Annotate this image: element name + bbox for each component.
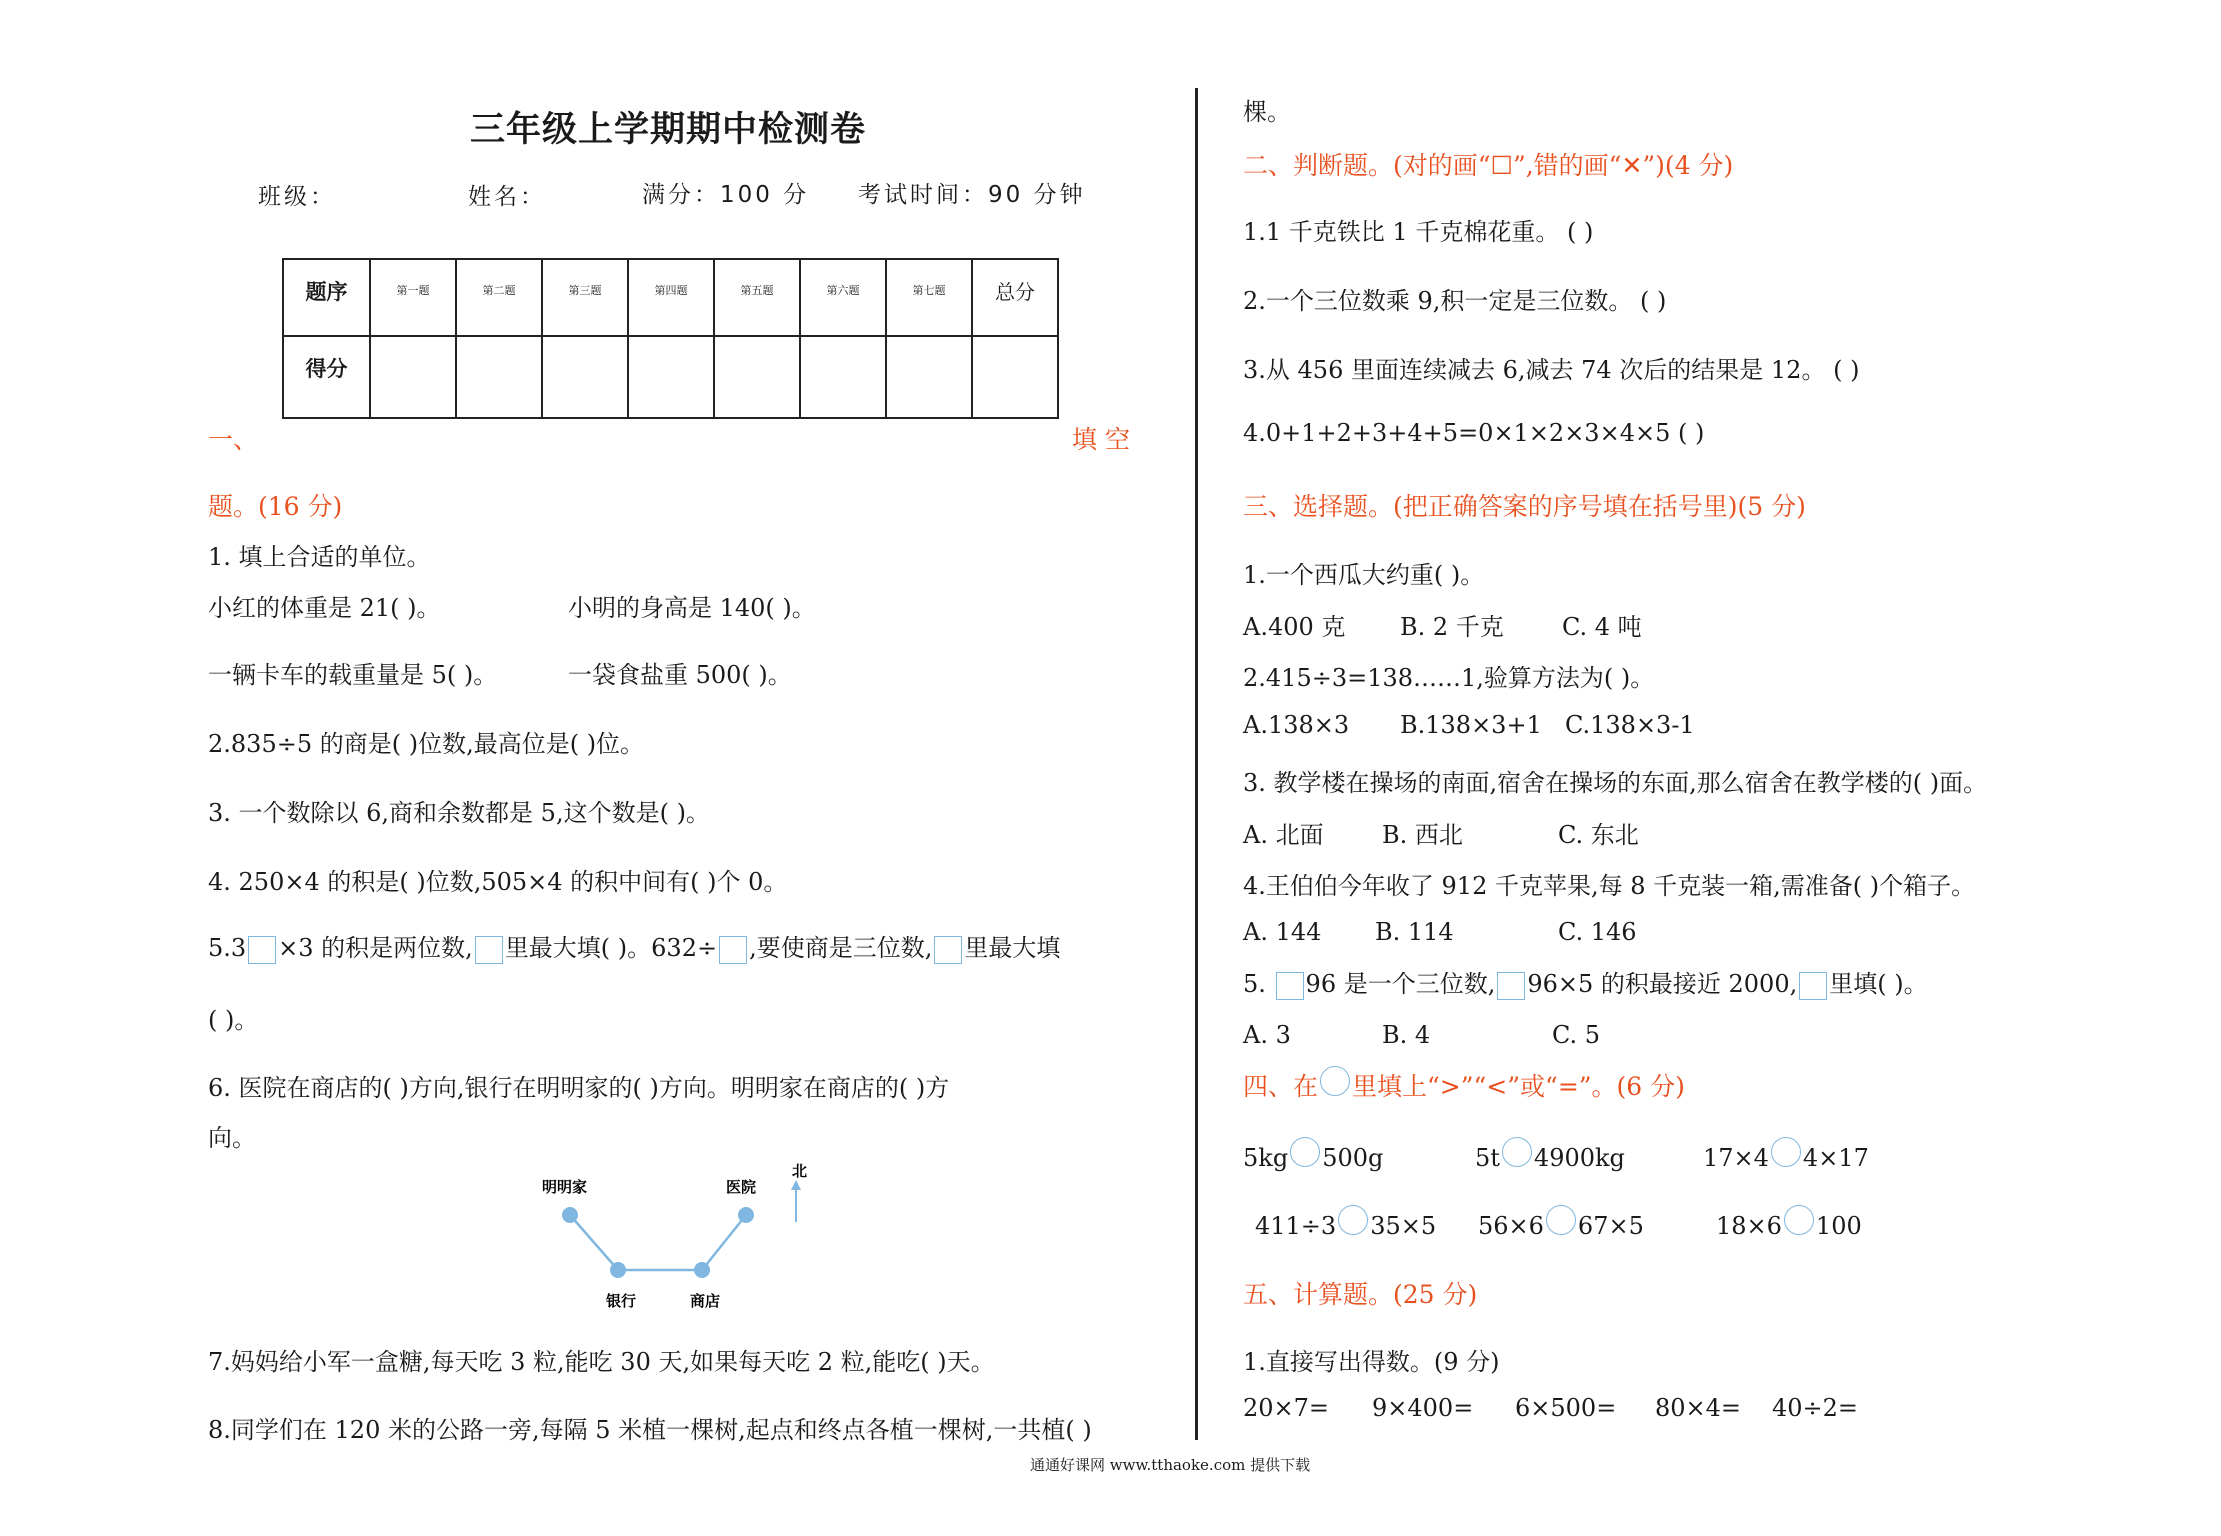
full-score-label: 满分：100 分 — [642, 182, 810, 208]
s4-item — [1475, 1144, 1625, 1175]
answer-box[interactable] — [1276, 972, 1304, 1000]
s4-left: 5kg — [1243, 1144, 1289, 1172]
north-arrow-head-icon — [791, 1180, 801, 1190]
s3-q2-opt-b: B.138×3+1 — [1400, 711, 1542, 739]
score-table-col: 第一题 — [370, 259, 456, 336]
section1-heading-a: 一、 — [208, 425, 259, 454]
s5-q1-item: 6×500= — [1515, 1394, 1617, 1422]
q2: 2.835÷5 的商是( )位数,最高位是( )位。 — [208, 730, 645, 758]
s5-q1: 1.直接写出得数。(9 分) — [1243, 1348, 1500, 1376]
s5-q1-item: 20×7= — [1243, 1394, 1330, 1422]
s3-q4-opt-b: B. 114 — [1375, 918, 1454, 946]
s3-q3-opt-c: C. 东北 — [1558, 821, 1639, 849]
s4-right: 100 — [1815, 1212, 1862, 1240]
score-table — [282, 258, 1059, 419]
s4-item — [1478, 1212, 1644, 1243]
q6b: 向。 — [208, 1124, 256, 1152]
map-label-hospital: 医院 — [726, 1178, 757, 1196]
score-table-total: 总分 — [972, 259, 1058, 336]
map-label-bank: 银行 — [606, 1292, 637, 1310]
s2-q3: 3.从 456 里面连续减去 6,减去 74 次后的结果是 12。 ( ) — [1243, 356, 1860, 384]
score-cell[interactable] — [456, 336, 542, 418]
store-dot — [694, 1262, 710, 1278]
s3-q2: 2.415÷3=138……1,验算方法为( )。 — [1243, 664, 1655, 692]
score-table-header-label: 题序 — [283, 259, 370, 336]
direction-map — [530, 1160, 830, 1310]
column-divider — [1195, 88, 1198, 1440]
s4-left: 18×6 — [1716, 1212, 1782, 1240]
score-cell[interactable] — [714, 336, 800, 418]
s4-item — [1255, 1212, 1436, 1243]
s4-item — [1703, 1144, 1869, 1175]
score-table-col: 第七题 — [886, 259, 972, 336]
s4-right: 35×5 — [1370, 1212, 1437, 1240]
q5-a: 5.3 — [208, 934, 247, 962]
s5-q1-item: 80×4= — [1655, 1394, 1742, 1422]
answer-box[interactable] — [719, 936, 747, 964]
map-label-home: 明明家 — [542, 1178, 588, 1196]
score-cell[interactable] — [628, 336, 714, 418]
score-cell[interactable] — [886, 336, 972, 418]
s4-item — [1243, 1144, 1383, 1175]
compare-circle-icon — [1320, 1066, 1350, 1096]
s3-q5-opt-a: A. 3 — [1243, 1021, 1291, 1049]
s2-q1: 1.1 千克铁比 1 千克棉花重。 ( ) — [1243, 218, 1594, 246]
s4-right: 4900kg — [1533, 1144, 1625, 1172]
score-table-col: 第五题 — [714, 259, 800, 336]
compare-circle[interactable] — [1546, 1205, 1576, 1235]
s3-q1: 1.一个西瓜大约重( )。 — [1243, 561, 1485, 589]
answer-box[interactable] — [1799, 972, 1827, 1000]
s3-q3-opt-a: A. 北面 — [1243, 821, 1324, 849]
name-label: 姓名： — [468, 184, 546, 210]
answer-box[interactable] — [934, 936, 962, 964]
q1d: 一袋食盐重 500( )。 — [568, 661, 792, 689]
s3-q5-c: 96×5 的积最接近 2000, — [1527, 970, 1798, 998]
compare-circle[interactable] — [1502, 1137, 1532, 1167]
s3-q3-opt-b: B. 西北 — [1382, 821, 1463, 849]
answer-box[interactable] — [475, 936, 503, 964]
q5-f: ( )。 — [208, 1006, 259, 1034]
s3-q1-opt-c: C. 4 吨 — [1562, 613, 1642, 641]
q3: 3. 一个数除以 6,商和余数都是 5,这个数是( )。 — [208, 799, 710, 827]
q8: 8.同学们在 120 米的公路一旁,每隔 5 米植一棵树,起点和终点各植一棵树,一共植( ) — [208, 1416, 1092, 1444]
map-label-north: 北 — [792, 1162, 808, 1180]
q5-c: 里最大填( )。632÷ — [504, 934, 718, 962]
q5-d: ,要使商是三位数, — [749, 934, 933, 962]
score-cell[interactable] — [542, 336, 628, 418]
q6: 6. 医院在商店的( )方向,银行在明明家的( )方向。明明家在商店的( )方 — [208, 1074, 950, 1102]
footer-credit: 通通好课网 www.tthaoke.com 提供下载 — [1030, 1456, 1311, 1474]
q5 — [208, 928, 1060, 964]
q1a: 小红的体重是 21( )。 — [208, 594, 441, 622]
s5-q1-item: 9×400= — [1372, 1394, 1474, 1422]
s3-q2-opt-c: C.138×3-1 — [1565, 711, 1695, 739]
s3-q5-opt-c: C. 5 — [1552, 1021, 1601, 1049]
map-path — [570, 1215, 746, 1270]
score-cell[interactable] — [370, 336, 456, 418]
home-dot — [562, 1207, 578, 1223]
section4-heading — [1243, 1067, 1685, 1104]
s3-q3: 3. 教学楼在操场的南面,宿舍在操场的东面,那么宿舍在教学楼的( )面。 — [1243, 769, 1988, 797]
score-table-col: 第四题 — [628, 259, 714, 336]
s4-right: 4×17 — [1802, 1144, 1869, 1172]
s3-q2-opt-a: A.138×3 — [1243, 711, 1350, 739]
s4-left: 17×4 — [1703, 1144, 1769, 1172]
s4-right: 500g — [1322, 1144, 1384, 1172]
s3-q1-opt-b: B. 2 千克 — [1400, 613, 1504, 641]
s3-q5-b: 96 是一个三位数, — [1305, 970, 1496, 998]
section5-heading: 五、计算题。(25 分) — [1243, 1280, 1478, 1309]
compare-circle[interactable] — [1290, 1137, 1320, 1167]
score-table-col: 第六题 — [800, 259, 886, 336]
s3-q5-opt-b: B. 4 — [1382, 1021, 1431, 1049]
bank-dot — [610, 1262, 626, 1278]
compare-circle[interactable] — [1784, 1205, 1814, 1235]
section4-heading-b: 里填上“>”“<”或“=”。(6 分) — [1352, 1072, 1685, 1101]
q5-e: 里最大填 — [964, 934, 1061, 962]
q4: 4. 250×4 的积是( )位数,505×4 的积中间有( )个 0。 — [208, 868, 788, 896]
s4-item — [1716, 1212, 1862, 1243]
s3-q4-opt-a: A. 144 — [1243, 918, 1322, 946]
s5-q1-item: 40÷2= — [1772, 1394, 1859, 1422]
s4-left: 411÷3 — [1255, 1212, 1337, 1240]
answer-box[interactable] — [248, 936, 276, 964]
exam-time-label: 考试时间：90 分钟 — [858, 182, 1086, 208]
q8-end: 棵。 — [1243, 98, 1291, 126]
section3-heading: 三、选择题。(把正确答案的序号填在括号里)(5 分) — [1243, 492, 1806, 521]
compare-circle[interactable] — [1338, 1205, 1368, 1235]
s2-q2: 2.一个三位数乘 9,积一定是三位数。 ( ) — [1243, 287, 1667, 315]
compare-circle[interactable] — [1771, 1137, 1801, 1167]
q1c: 一辆卡车的载重量是 5( )。 — [208, 661, 498, 689]
answer-box[interactable] — [1497, 972, 1525, 1000]
s4-right: 67×5 — [1577, 1212, 1644, 1240]
q1b: 小明的身高是 140( )。 — [568, 594, 816, 622]
s4-left: 5t — [1475, 1144, 1500, 1172]
q5-b: ×3 的积是两位数, — [278, 934, 473, 962]
score-cell[interactable] — [972, 336, 1058, 418]
s4-left: 56×6 — [1478, 1212, 1544, 1240]
s3-q4-opt-c: C. 146 — [1558, 918, 1637, 946]
s3-q5 — [1243, 964, 1928, 1000]
score-table-col: 第二题 — [456, 259, 542, 336]
s3-q5-d: 里填( )。 — [1829, 970, 1928, 998]
map-label-store: 商店 — [690, 1292, 721, 1310]
section1-heading-b: 填 空 — [1072, 425, 1130, 454]
score-table-header-row — [283, 259, 1058, 336]
score-table-row-label: 得分 — [283, 336, 370, 418]
score-table-col: 第三题 — [542, 259, 628, 336]
q7: 7.妈妈给小军一盒糖,每天吃 3 粒,能吃 30 天,如果每天吃 2 粒,能吃( )天。 — [208, 1348, 995, 1376]
class-label: 班级： — [258, 184, 336, 210]
s3-q5-a: 5. — [1243, 970, 1266, 998]
s2-q4: 4.0+1+2+3+4+5=0×1×2×3×4×5 ( ) — [1243, 419, 1705, 447]
section2-heading: 二、判断题。(对的画“☐”,错的画“✕”)(4 分) — [1243, 151, 1734, 180]
s3-q1-opt-a: A.400 克 — [1243, 613, 1346, 641]
q1: 1. 填上合适的单位。 — [208, 543, 431, 571]
section1-heading-c: 题。(16 分) — [208, 492, 343, 521]
page-title: 三年级上学期期中检测卷 — [470, 110, 867, 150]
score-cell[interactable] — [800, 336, 886, 418]
hospital-dot — [738, 1207, 754, 1223]
s3-q4: 4.王伯伯今年收了 912 千克苹果,每 8 千克装一箱,需准备( )个箱子。 — [1243, 872, 1976, 900]
section4-heading-a: 四、在 — [1243, 1072, 1319, 1101]
score-table-score-row — [283, 336, 1058, 418]
